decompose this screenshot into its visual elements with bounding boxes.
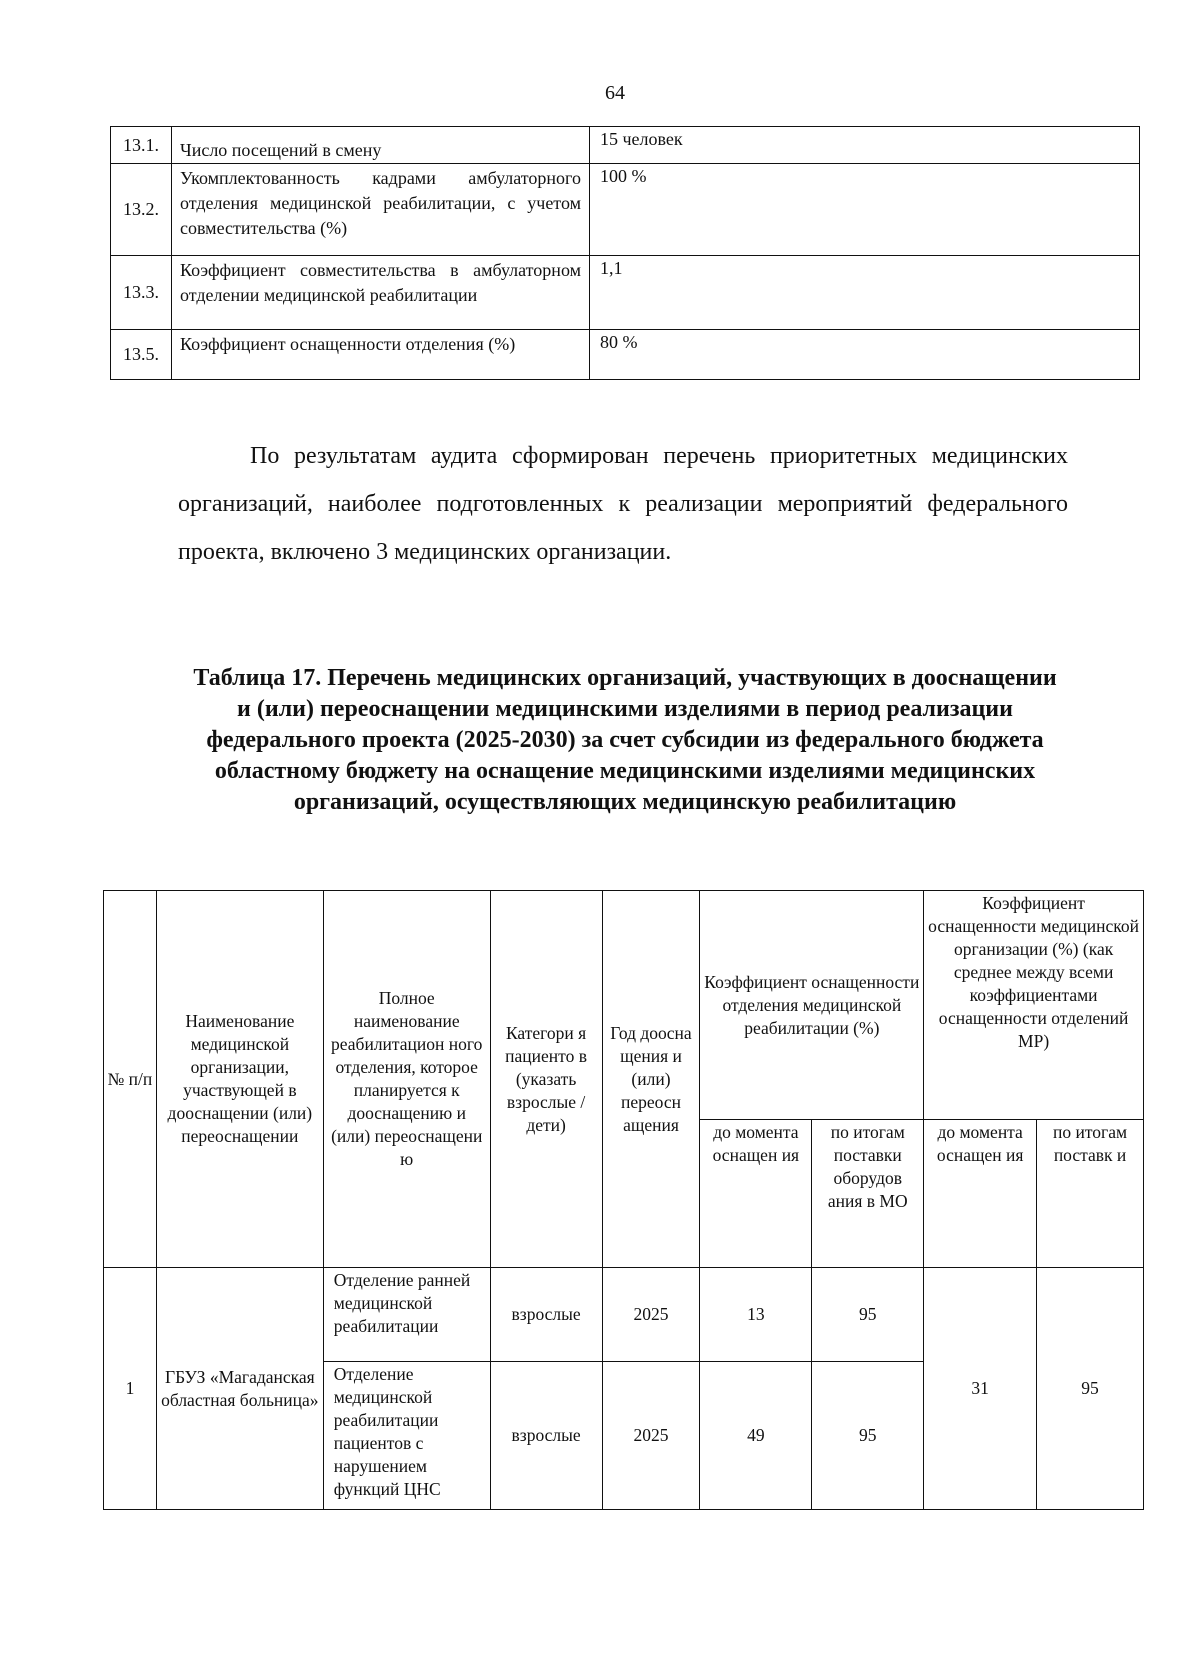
header-category: Категори я пациенто в (указать взрослые /дети) — [490, 891, 602, 1268]
row-description: Укомплектованность кадрами амбулаторного отделения медицинской реабилитации, с учетом совместительства (%) — [172, 164, 590, 256]
row-number: 13.1. — [111, 127, 172, 164]
header-year: Год дооcна щения и (или) переосн ащения — [602, 891, 700, 1268]
row-number: 13.3. — [111, 256, 172, 330]
header-num: № п/п — [104, 891, 157, 1268]
table-row — [111, 256, 1140, 330]
row-description: Коэффициент совместительства в амбулаторном отделении медицинской реабилитации — [172, 256, 590, 330]
cell-org: ГБУЗ «Магаданская областная больница» — [156, 1268, 323, 1510]
cell-dept-before: 13 — [700, 1268, 812, 1362]
header-org-coef: Коэффициент оснащенности медицинской организации (%) (как среднее между всеми коэффициентами оснащенности отделений МР) — [924, 891, 1144, 1120]
table-row — [104, 1268, 1144, 1362]
paragraph-text: По результатам аудита сформирован перечень приоритетных медицинских организаций, наиболее подготовленных к реализации мероприятий федерального проекта, включено 3 медицинских организации. — [178, 443, 1068, 565]
table-header-row — [104, 891, 1144, 1120]
header-dept-after: по итогам поставки оборудов ания в МО — [812, 1120, 924, 1268]
header-dept-coef: Коэффициент оснащенности отделения медицинской реабилитации (%) — [700, 891, 924, 1120]
cell-dept-before: 49 — [700, 1362, 812, 1510]
table17-title: Таблица 17. Перечень медицинских организаций, участвующих в дооснащении и (или) переоснащении медицинскими изделиями в период реализации федерального проекта (2025-2030) за счет субсидии из федерального бюджета областному бюджету на оснащение медицинскими изделиями медицинских организаций, осуществляющих медицинскую реабилитацию — [193, 665, 1057, 815]
header-dept: Полное наименование реабилитацион ного отделения, которое планируется к дооснащению и (или) переоснащени ю — [323, 891, 490, 1268]
table-row — [111, 127, 1140, 164]
row-value: 1,1 — [590, 256, 1140, 330]
header-dept-before: до момента оснащен ия — [700, 1120, 812, 1268]
header-org-before: до момента оснащен ия — [924, 1120, 1037, 1268]
cell-dept: Отделение медицинской реабилитации пациентов с нарушением функций ЦНС — [323, 1362, 490, 1510]
cell-category: взрослые — [490, 1268, 602, 1362]
table17 — [103, 890, 1144, 1510]
row-description: Коэффициент оснащенности отделения (%) — [172, 330, 590, 380]
row-number: 13.2. — [111, 164, 172, 256]
cell-year: 2025 — [602, 1268, 700, 1362]
cell-category: взрослые — [490, 1362, 602, 1510]
row-value: 100 % — [590, 164, 1140, 256]
row-value: 80 % — [590, 330, 1140, 380]
indicators-table — [110, 126, 1140, 380]
header-org-after: по итогам поставк и — [1037, 1120, 1144, 1268]
cell-num: 1 — [104, 1268, 157, 1510]
row-value: 15 человек — [590, 127, 1140, 164]
row-description: Число посещений в смену — [172, 127, 590, 164]
cell-dept: Отделение ранней медицинской реабилитации — [323, 1268, 490, 1362]
table-row — [111, 330, 1140, 380]
page-number: 64 — [605, 82, 625, 104]
cell-dept-after: 95 — [812, 1268, 924, 1362]
row-number: 13.5. — [111, 330, 172, 380]
cell-dept-after: 95 — [812, 1362, 924, 1510]
body-paragraph — [178, 432, 1068, 576]
cell-org-before: 31 — [924, 1268, 1037, 1510]
cell-year: 2025 — [602, 1362, 700, 1510]
cell-org-after: 95 — [1037, 1268, 1144, 1510]
header-org: Наименование медицинской организации, участвующей в дооснащении (или) переоснащении — [156, 891, 323, 1268]
table-row — [111, 164, 1140, 256]
